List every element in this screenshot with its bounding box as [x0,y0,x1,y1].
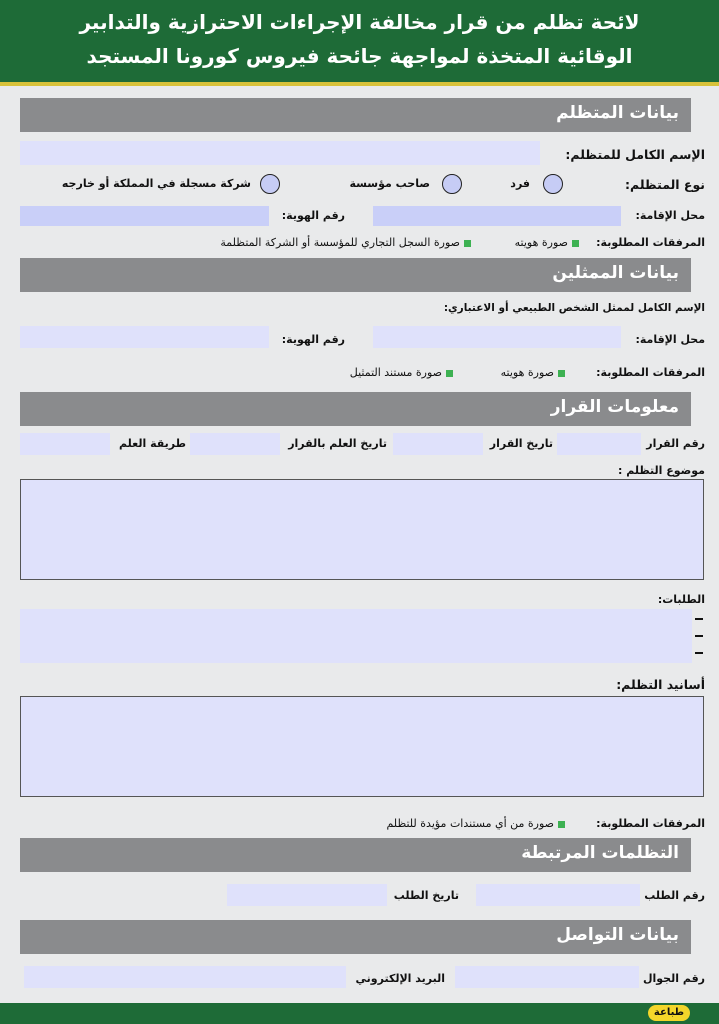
attachment-item [220,236,471,249]
mobile-label: رقم الجوال [642,972,705,985]
requests-label: الطلبات: [657,593,705,606]
full-name-label: الإسم الكامل للمتظلم: [565,147,705,162]
bullet-dash [695,652,703,654]
knowledge-date-label: تاريخ العلم بالقرار [288,437,387,450]
attachment-item [515,236,579,249]
grounds-textarea[interactable] [20,696,704,797]
requests-textarea[interactable] [20,609,692,663]
knowledge-method-label: طريقة العلم [119,437,186,450]
section-title: بيانات المتظلم [556,103,679,123]
check-icon [572,240,579,247]
radio-registered-company-label: شركة مسجلة في المملكة أو خارجه [61,177,251,190]
complainant-residence-input[interactable] [373,206,621,226]
attachments-label: المرفقات المطلوبة: [596,236,705,249]
page-title-line-1: لائحة تظلم من قرار مخالفة الإجراءات الاحترازية والتدابير [79,10,640,34]
id-number-label: رقم الهوية: [281,209,345,222]
id-number-label: رقم الهوية: [281,333,345,346]
attachment-text: صورة هويته [514,236,568,249]
section-header-decision [20,392,691,426]
complainant-type-label: نوع المتظلم: [625,177,705,192]
section-title: بيانات الممثلين [552,263,679,283]
residence-label: محل الإقامة: [635,333,705,346]
radio-registered-company[interactable] [260,174,280,194]
representative-residence-input[interactable] [373,326,621,348]
decision-number-input[interactable] [557,433,641,455]
request-date-input[interactable] [227,884,387,906]
section-title: التظلمات المرتبطة [521,843,679,863]
attachment-item [350,366,453,379]
knowledge-date-input[interactable] [190,433,280,455]
attachment-text: صورة مستند التمثيل [349,366,442,379]
complaint-subject-textarea[interactable] [20,479,704,580]
complainant-id-input[interactable] [20,206,269,226]
residence-label: محل الإقامة: [635,209,705,222]
radio-establishment-owner[interactable] [442,174,462,194]
radio-individual-label: فرد [510,177,530,190]
attachments-label: المرفقات المطلوبة: [596,817,705,830]
check-icon [446,370,453,377]
section-header-representative [20,258,691,292]
attachment-text: صورة هويته [500,366,554,379]
check-icon [558,821,565,828]
representative-name-label: الإسم الكامل لممثل الشخص الطبيعي أو الاعتباري: [443,302,705,314]
email-input[interactable] [24,966,346,988]
request-date-label: تاريخ الطلب [393,889,459,902]
decision-date-label: تاريخ القرار [489,437,553,450]
attachment-text: صورة من أي مستندات مؤيدة للتظلم [386,817,554,830]
decision-date-input[interactable] [393,433,483,455]
header-banner [0,0,719,86]
footer-bar [0,1003,719,1024]
check-icon [464,240,471,247]
request-number-label: رقم الطلب [644,889,705,902]
grounds-label: أسانيد التظلم: [616,677,705,692]
section-title: بيانات التواصل [556,925,679,945]
attachment-item [501,366,565,379]
check-icon [558,370,565,377]
complainant-full-name-input[interactable] [20,141,540,165]
bullet-dash [695,635,703,637]
radio-individual[interactable] [543,174,563,194]
radio-establishment-owner-label: صاحب مؤسسة [349,177,430,190]
print-button[interactable]: طباعة [648,1005,690,1021]
section-header-related-complaints [20,838,691,872]
email-label: البريد الإلكتروني [355,972,445,985]
request-number-input[interactable] [476,884,640,906]
complaint-subject-label: موضوع التظلم : [617,464,705,477]
knowledge-method-input[interactable] [20,433,110,455]
attachment-text: صورة السجل التجاري للمؤسسة أو الشركة المتظلمة [220,236,460,249]
section-header-contact [20,920,691,954]
attachments-label: المرفقات المطلوبة: [596,366,705,379]
attachment-item [386,817,565,830]
section-title: معلومات القرار [550,397,679,417]
section-header-complainant [20,98,691,132]
bullet-dash [695,618,703,620]
page-title-line-2: الوقائية المتخذة لمواجهة جائحة فيروس كورونا المستجد [86,44,633,68]
decision-number-label: رقم القرار [646,437,705,450]
mobile-input[interactable] [455,966,639,988]
representative-id-input[interactable] [20,326,269,348]
